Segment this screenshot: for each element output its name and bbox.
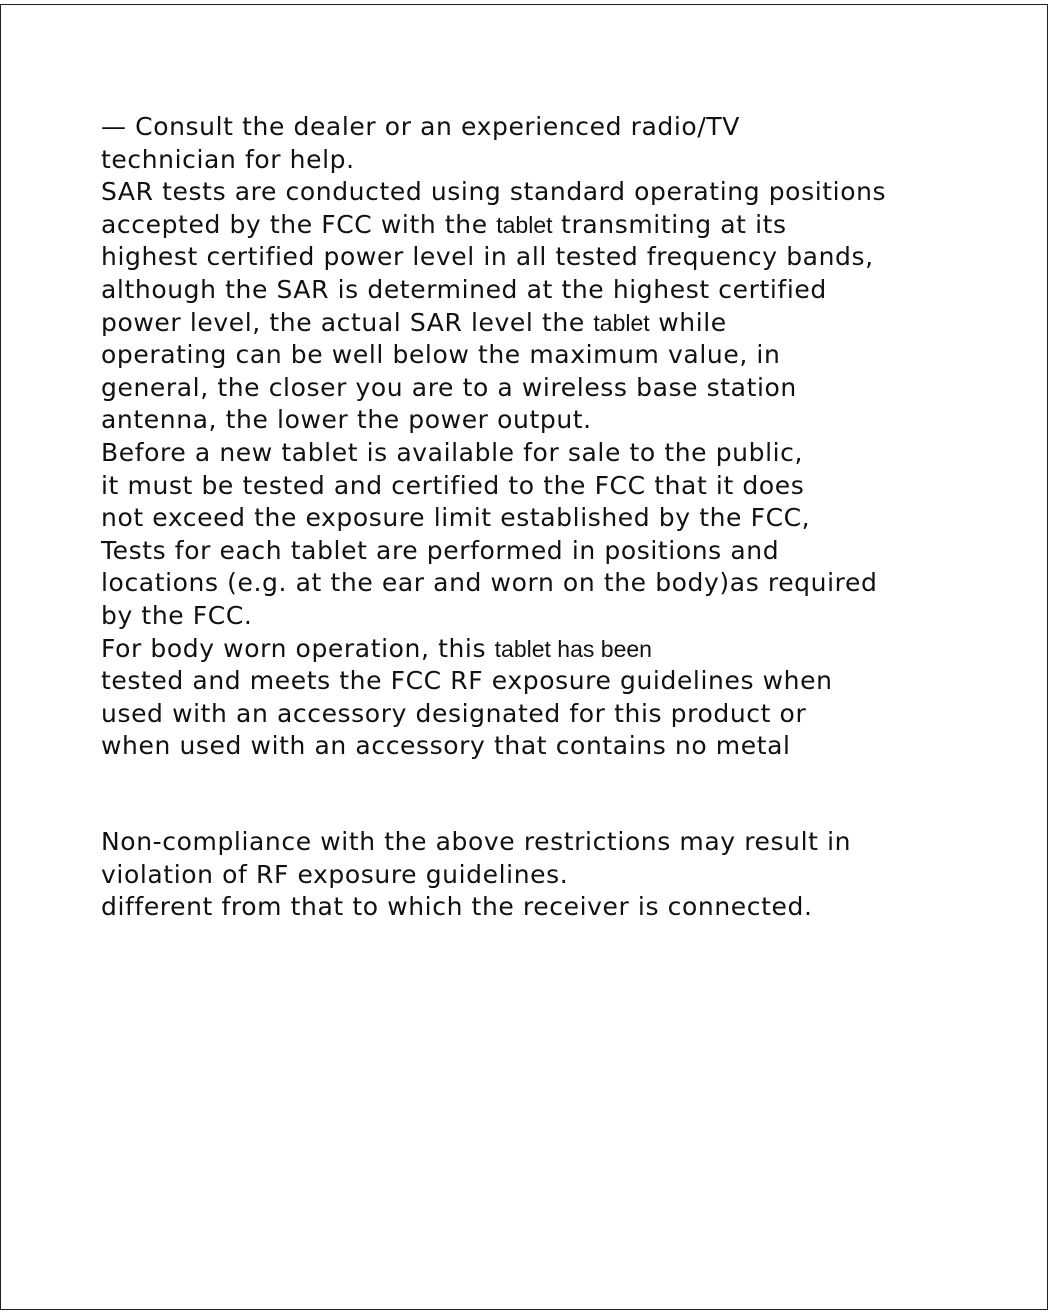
text-line: antenna, the lower the power output.	[101, 405, 592, 435]
text-line: tested and meets the FCC RF exposure guidelines when	[101, 666, 833, 696]
text-line: SAR tests are conducted using standard operating positions	[101, 177, 887, 207]
document-page	[0, 4, 1048, 1310]
main-text-block	[101, 111, 886, 763]
text-line: when used with an accessory that contains no metal	[101, 731, 791, 761]
text-line: it must be tested and certified to the FCC that it does	[101, 470, 805, 500]
text-segment: while	[649, 307, 727, 337]
text-line: although the SAR is determined at the highest certified	[101, 274, 827, 304]
text-line: highest certified power level in all tested frequency bands,	[101, 242, 874, 272]
text-segment: accepted by the FCC with the	[101, 209, 497, 239]
compliance-text-block	[101, 826, 851, 924]
text-line: locations (e.g. at the ear and worn on the body)as required	[101, 568, 878, 598]
text-line: by the FCC.	[101, 600, 253, 630]
text-line: Tests for each tablet are performed in positions and	[101, 535, 780, 565]
text-segment: For body worn operation, this	[101, 633, 495, 663]
text-segment: transmiting at its	[552, 209, 787, 239]
text-line: general, the closer you are to a wireless base station	[101, 372, 797, 402]
text-line	[101, 209, 886, 242]
text-line	[101, 307, 886, 340]
text-line: Non-compliance with the above restrictions may result in	[101, 827, 852, 856]
text-line	[101, 633, 886, 666]
tablet-word: tablet	[496, 211, 553, 238]
text-line: used with an accessory designated for this product or	[101, 698, 807, 728]
text-line: different from that to which the receiver is connected.	[101, 892, 813, 922]
text-line: technician for help.	[101, 144, 355, 174]
tablet-word: tablet has been	[494, 635, 652, 662]
text-line: violation of RF exposure guidelines.	[101, 859, 569, 889]
tablet-word: tablet	[593, 309, 650, 336]
text-segment: power level, the actual SAR level the	[101, 307, 594, 337]
text-line: not exceed the exposure limit established by the FCC,	[101, 503, 811, 533]
text-line: Before a new tablet is available for sale to the public,	[101, 437, 804, 467]
text-line: operating can be well below the maximum value, in	[101, 340, 781, 370]
text-line: — Consult the dealer or an experienced radio/TV	[101, 112, 740, 141]
